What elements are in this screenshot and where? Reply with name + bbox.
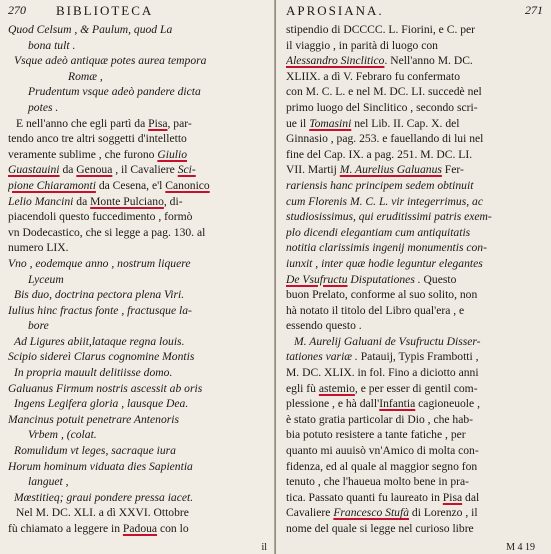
text-line (286, 272, 551, 288)
right-page-number: 271 (525, 3, 543, 17)
text-segment: di Lorenzo , il (409, 506, 478, 520)
text-segment: vn Dodecastico, che si legge a pag. 130. al (8, 225, 206, 239)
left-page (0, 0, 275, 554)
text-line (286, 147, 551, 163)
underlined-term: Sci- (177, 163, 196, 177)
left-page-number: 270 (8, 3, 26, 17)
text-segment: hà notato il titolo del Libro qual'era , e (286, 303, 465, 317)
text-segment: Horum hominum viduata dies Sapientia (8, 459, 193, 473)
underlined-term: De Vsufructu (286, 272, 348, 286)
text-line (286, 365, 551, 381)
text-segment: rariensis hanc principem sedem obtinuit (286, 178, 474, 192)
text-line (8, 116, 275, 132)
underlined-term: Giulio (157, 147, 188, 161)
text-segment: Prudentum vsque adeò pandere dicta (28, 85, 201, 99)
text-segment: essendo questo . (286, 319, 362, 333)
text-segment: cum Florenis M. C. L. vir integerrimus, ac (286, 194, 483, 208)
text-segment: Ad Ligures abiit,lataque regna louis. (14, 334, 185, 348)
text-segment: quanto mi auuisò vn'Amico di molta con- (286, 444, 479, 458)
text-line (8, 318, 275, 334)
text-line (286, 474, 551, 490)
text-segment: fine del Cap. IX. a pag. 251. M. DC. LI. (286, 147, 473, 161)
text-line (286, 194, 551, 210)
text-segment: notitia clarissimis ingenij monumentis con- (286, 241, 487, 255)
text-segment: Patauij, Typis Frambotti , (357, 350, 479, 364)
underlined-term: M. Aurelius Galuanus (339, 163, 442, 177)
text-line (8, 396, 275, 412)
text-segment: primo luogo del Sinclitico , secondo scri- (286, 100, 478, 114)
underlined-term: astemio (318, 381, 355, 395)
text-line (8, 365, 275, 381)
text-segment: plessione , e hà dall' (286, 397, 380, 411)
text-line (8, 474, 275, 490)
text-line (286, 459, 551, 475)
text-segment: Romæ , (68, 69, 103, 83)
text-segment: con lo (157, 522, 189, 535)
text-segment: M. DC. XLIX. in fol. Fino a diciotto anni (286, 366, 479, 380)
text-segment: , par- (167, 116, 192, 130)
text-line (286, 490, 551, 506)
text-segment: piacendoli questo fuccedimento , formò (8, 210, 193, 224)
text-segment: , di- (163, 194, 183, 208)
text-segment: tationes variæ . (286, 350, 358, 364)
text-segment: Iulius hinc fractus fonte , fractusque la- (8, 303, 192, 317)
text-line (8, 240, 275, 256)
text-line (286, 318, 551, 334)
text-line (286, 521, 551, 537)
text-line (286, 256, 551, 272)
text-segment: . Nell'anno M. DC. (384, 54, 473, 68)
text-segment: Mœstitieq; graui pondere pressa iacet. (14, 490, 194, 504)
text-line (8, 334, 275, 350)
text-line (8, 303, 275, 319)
text-segment: Questo (420, 272, 457, 286)
text-segment: stipendio di DCCCC. L. Fiorini, e C. per (286, 23, 476, 36)
underlined-term: Pisa (148, 116, 168, 130)
text-line (8, 412, 275, 428)
text-line (8, 131, 275, 147)
text-line (286, 225, 551, 241)
left-catchword: il (261, 542, 267, 553)
left-page-header (0, 0, 275, 22)
text-segment: plo dicendi elegantiam cum antiquitatis (286, 225, 471, 239)
text-segment: Romulidum vt leges, sacraque iura (14, 444, 176, 458)
text-line (8, 100, 275, 116)
right-signature-mark: M 4 19 (506, 542, 535, 553)
text-segment: potes . (28, 100, 59, 114)
text-line (8, 349, 275, 365)
right-page-header (276, 0, 551, 22)
underlined-term: pione Chiaramonti (8, 178, 96, 192)
text-line (8, 490, 275, 506)
text-line (286, 349, 551, 365)
text-line (8, 162, 275, 178)
text-segment: da (59, 163, 77, 177)
left-text-body (0, 22, 275, 537)
left-running-title: BIBLIOTECA (56, 3, 154, 18)
underlined-term: Padoua (122, 522, 158, 535)
text-line (8, 256, 275, 272)
underlined-term: Infantia (379, 397, 416, 411)
text-segment: da (73, 194, 91, 208)
text-segment: XLIIX. a dì V. Febraro fu confermato (286, 69, 461, 83)
text-line (286, 209, 551, 225)
text-segment: tendo anco tre altri soggetti d'intelletto (8, 132, 187, 146)
text-segment: veramente sublime , che furono (8, 147, 158, 161)
text-line (286, 412, 551, 428)
text-line (8, 22, 275, 38)
text-segment: Disputationes . (347, 272, 421, 286)
text-line (286, 178, 551, 194)
text-segment: iunxit , inter quæ hodie leguntur elegantes (286, 256, 483, 270)
text-line (8, 194, 275, 210)
text-segment: bore (28, 319, 49, 333)
text-line (8, 178, 275, 194)
left-page-footer (0, 542, 275, 554)
text-segment: cagioneuole , (415, 397, 480, 411)
text-segment: Bis duo, doctrina pectora plena Viri. (14, 288, 185, 302)
text-segment: Cavaliere (286, 506, 334, 520)
text-line (8, 53, 275, 69)
text-segment: il viaggio , in parità di luogo con (286, 38, 438, 52)
text-line (8, 147, 275, 163)
text-line (286, 22, 551, 38)
text-segment: è stato gratia particolar di Dio , che hab- (286, 412, 474, 426)
text-segment: Vsque adeò antiquæ potes aurea tempora (14, 54, 207, 68)
text-segment: studiosissimus, qui eruditissimi patris exem- (286, 210, 492, 224)
text-segment: Quod Celsum , & Paulum, quod La (8, 23, 173, 36)
text-line (8, 38, 275, 54)
text-line (8, 505, 275, 521)
text-line (286, 334, 551, 350)
text-line (8, 381, 275, 397)
text-segment: M. Aurelij Galuani de Vsufructu Disser- (294, 334, 481, 348)
right-page (276, 0, 551, 554)
text-segment: Scipio sidereì Clarus cognomine Montis (8, 350, 195, 364)
text-segment: dal (462, 490, 480, 504)
text-line (8, 69, 275, 85)
text-segment: nel Lib. II. Cap. X. del (351, 116, 460, 130)
text-line (286, 505, 551, 521)
text-line (286, 303, 551, 319)
text-line (286, 240, 551, 256)
text-line (8, 521, 275, 537)
text-line (8, 459, 275, 475)
text-segment: bia potuto resistere a tante fatiche , per (286, 428, 466, 442)
text-segment: Vno , eodemque anno , nostrum liquere (8, 256, 191, 270)
text-segment: con M. C. L. e nel M. DC. LI. succedè nel (286, 85, 482, 99)
text-segment: nome del quale si legge nel curioso libre (286, 522, 474, 535)
text-line (286, 100, 551, 116)
text-line (8, 427, 275, 443)
text-segment: VII. Martij (286, 163, 340, 177)
underlined-term: Canonico (165, 178, 210, 192)
text-line (8, 443, 275, 459)
text-segment: E nell'anno che egli partì da (16, 116, 149, 130)
text-line (286, 162, 551, 178)
text-line (286, 84, 551, 100)
text-segment: tenuto , che l'haueua molto bene in pra- (286, 475, 470, 489)
text-segment: ue il (286, 116, 310, 130)
text-segment: Fer- (441, 163, 464, 177)
text-line (286, 38, 551, 54)
text-segment: tica. Passato quanti fu laureato in (286, 490, 443, 504)
underlined-term: Alessandro Sinclitico (286, 54, 385, 68)
underlined-term: Guastauini (8, 163, 60, 177)
text-line (286, 131, 551, 147)
text-line (286, 427, 551, 443)
text-segment: , e per esser di gentil com- (354, 381, 478, 395)
text-line (8, 209, 275, 225)
text-segment: , il Cavaliere (112, 163, 178, 177)
text-segment: Nel M. DC. XLI. a dì XXVI. Ottobre (16, 506, 189, 520)
text-line (8, 225, 275, 241)
text-segment: egli fù (286, 381, 319, 395)
text-segment: Ingens Legifera gloria , lausque Dea. (14, 397, 189, 411)
text-line (286, 396, 551, 412)
underlined-term: Francesco Stufà (333, 506, 409, 520)
text-segment: Lelio Mancini (8, 194, 74, 208)
text-segment: numero LIX. (8, 241, 69, 255)
underlined-term: Tomasini (309, 116, 352, 130)
text-segment: In propria mauult delitiisse domo. (14, 366, 173, 380)
text-line (286, 116, 551, 132)
text-line (8, 84, 275, 100)
right-running-title: APROSIANA. (286, 3, 384, 18)
text-segment: buon Prelato, conforme al suo solito, non (286, 288, 478, 302)
text-line (286, 381, 551, 397)
text-segment: Ginnasio , pag. 253. e fauellando di lui nel (286, 132, 484, 146)
right-text-body (276, 22, 551, 537)
text-line (286, 443, 551, 459)
text-segment: bona tult . (28, 38, 76, 52)
text-line (8, 287, 275, 303)
text-line (286, 53, 551, 69)
right-page-footer (276, 542, 551, 554)
text-segment: da Cesena, e'l (95, 178, 166, 192)
underlined-term: Genoua (76, 163, 113, 177)
text-line (286, 287, 551, 303)
text-segment: fidenza, ed al quale al maggior segno fon (286, 459, 478, 473)
text-segment: fù chiamato a leggere in (8, 522, 123, 535)
text-segment: Vrbem , (colat. (28, 428, 97, 442)
text-segment: Galuanus Firmum nostris ascessit ab oris (8, 381, 203, 395)
text-line (8, 272, 275, 288)
text-segment: Lyceum (28, 272, 64, 286)
text-segment: languet , (28, 475, 69, 489)
underlined-term: Monte Pulciano (90, 194, 164, 208)
text-line (286, 69, 551, 85)
text-segment: Mancinus potuit penetrare Antenoris (8, 412, 179, 426)
underlined-term: Pisa (442, 490, 463, 504)
